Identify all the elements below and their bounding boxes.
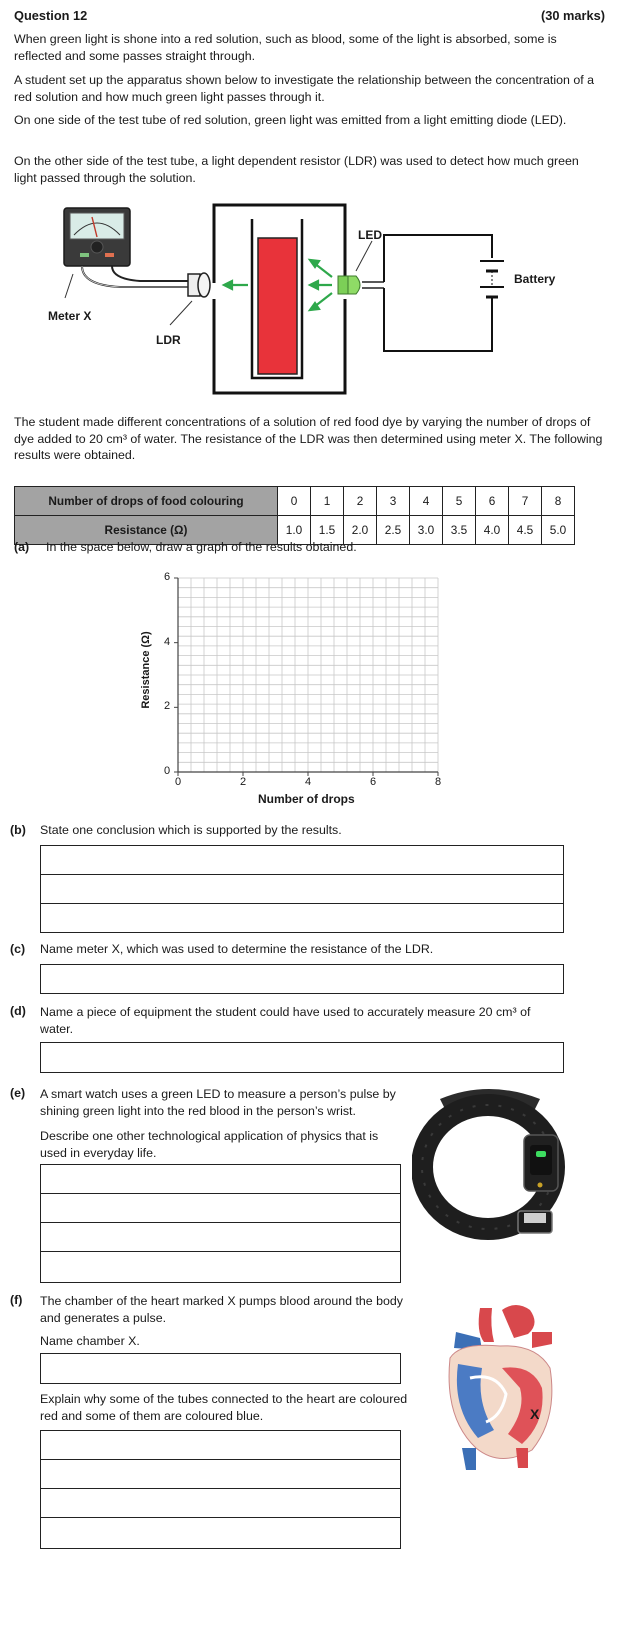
answer-box-e3[interactable] bbox=[40, 1222, 401, 1252]
part-d-text: Name a piece of equipment the student could have used to accurately measure 20 cm³ of water. bbox=[40, 1005, 531, 1036]
drops-cell: 0 bbox=[278, 487, 311, 516]
drops-cell: 5 bbox=[443, 487, 476, 516]
x-tick-label: 6 bbox=[370, 776, 377, 788]
heart-diagram-icon bbox=[436, 1298, 564, 1473]
answer-box-b1[interactable] bbox=[40, 845, 564, 875]
table-row-drops bbox=[15, 487, 575, 516]
part-e-text-2: Describe one other technological application of physics that is used in everyday life. bbox=[40, 1129, 379, 1160]
intro-paragraph-4: On the other side of the test tube, a light dependent resistor (LDR) was used to detect how much green light passed through the solution. bbox=[14, 154, 579, 185]
led-label: LED bbox=[358, 228, 382, 242]
graph-y-axis-label-wrap bbox=[132, 626, 160, 722]
resistance-cell: 1.5 bbox=[311, 516, 344, 545]
graph-x-axis-label: Number of drops bbox=[258, 792, 355, 806]
answer-box-c[interactable] bbox=[40, 964, 564, 994]
y-tick-label: 2 bbox=[164, 700, 171, 713]
resistance-cell: 5.0 bbox=[542, 516, 575, 545]
y-tick-label: 0 bbox=[164, 765, 171, 777]
question-marks: (30 marks) bbox=[540, 8, 605, 23]
answer-box-b3[interactable] bbox=[40, 903, 564, 933]
answer-box-e1[interactable] bbox=[40, 1164, 401, 1194]
heart-marker-x: X bbox=[530, 1406, 540, 1422]
resistance-cell: 3.0 bbox=[410, 516, 443, 545]
drops-cell: 7 bbox=[509, 487, 542, 516]
resistance-cell: 4.0 bbox=[476, 516, 509, 545]
resistance-cell: 4.5 bbox=[509, 516, 542, 545]
x-tick-label: 2 bbox=[240, 776, 247, 788]
resistance-header: Resistance (Ω) bbox=[15, 516, 278, 545]
smart-watch-icon bbox=[412, 1085, 566, 1245]
battery-icon bbox=[480, 261, 504, 301]
meter-label: Meter X bbox=[48, 309, 92, 323]
y-tick-label: 6 bbox=[164, 571, 171, 583]
x-tick-label: 8 bbox=[435, 776, 442, 788]
meter-x-icon bbox=[64, 208, 130, 266]
answer-box-b2[interactable] bbox=[40, 874, 564, 904]
part-a-label: (a) bbox=[14, 540, 30, 554]
method-paragraph: The student made different concentrations of a solution of red food dye by varying the number of drops of dye added to 20 cm³ of water. The resistance of the LDR was then determined using meter X. The following results were obtained. bbox=[14, 415, 603, 462]
drops-cell: 8 bbox=[542, 487, 575, 516]
part-f-text-2: Name chamber X. bbox=[40, 1334, 140, 1348]
x-tick-label: 4 bbox=[305, 776, 312, 788]
part-b-label: (b) bbox=[10, 823, 26, 837]
ldr-icon bbox=[188, 273, 210, 297]
answer-box-e2[interactable] bbox=[40, 1193, 401, 1223]
battery-label: Battery bbox=[514, 272, 556, 286]
part-e-label: (e) bbox=[10, 1086, 26, 1100]
resistance-cell: 1.0 bbox=[278, 516, 311, 545]
part-c-text: Name meter X, which was used to determine the resistance of the LDR. bbox=[40, 942, 434, 956]
part-f-text-1: The chamber of the heart marked X pumps blood around the body and generates a pulse. bbox=[40, 1294, 403, 1325]
led-icon bbox=[338, 276, 384, 294]
part-e-text-1: A smart watch uses a green LED to measure a person’s pulse by shining green light into the red blood in the person’s wrist. bbox=[40, 1087, 396, 1118]
answer-box-f5[interactable] bbox=[40, 1517, 401, 1549]
drops-header: Number of drops of food colouring bbox=[15, 487, 278, 516]
drops-cell: 1 bbox=[311, 487, 344, 516]
drops-cell: 3 bbox=[377, 487, 410, 516]
answer-box-f1[interactable] bbox=[40, 1353, 401, 1384]
part-c-label: (c) bbox=[10, 942, 26, 956]
resistance-cell: 3.5 bbox=[443, 516, 476, 545]
answer-box-f2[interactable] bbox=[40, 1430, 401, 1460]
question-title: Question 12 bbox=[14, 8, 88, 23]
ldr-label: LDR bbox=[156, 333, 181, 347]
resistance-cell: 2.0 bbox=[344, 516, 377, 545]
intro-paragraph-2: A student set up the apparatus shown below to investigate the relationship between the concentration of a red solution and how much green light passes through it. bbox=[14, 73, 594, 104]
results-table bbox=[14, 486, 575, 545]
intro-paragraph-1: When green light is shone into a red solution, such as blood, some of the light is absorbed, some is reflected and some passes straight through. bbox=[14, 32, 557, 63]
x-tick-label: 0 bbox=[175, 776, 182, 788]
part-f-text-3: Explain why some of the tubes connected to the heart are coloured red and some of them are coloured blue. bbox=[40, 1392, 408, 1423]
part-d-label: (d) bbox=[10, 1004, 26, 1018]
answer-box-d[interactable] bbox=[40, 1042, 564, 1073]
y-tick-label: 4 bbox=[164, 635, 171, 648]
part-b-text: State one conclusion which is supported by the results. bbox=[40, 823, 342, 837]
answer-box-f4[interactable] bbox=[40, 1488, 401, 1518]
drops-cell: 4 bbox=[410, 487, 443, 516]
answer-box-e4[interactable] bbox=[40, 1251, 401, 1283]
answer-box-f3[interactable] bbox=[40, 1459, 401, 1489]
resistance-cell: 2.5 bbox=[377, 516, 410, 545]
part-f-label: (f) bbox=[10, 1293, 23, 1307]
intro-paragraph-3: On one side of the test tube of red solution, green light was emitted from a light emitting diode (LED). bbox=[14, 113, 567, 127]
drops-cell: 6 bbox=[476, 487, 509, 516]
drops-cell: 2 bbox=[344, 487, 377, 516]
graph-y-axis-label: Resistance (Ω) bbox=[140, 631, 152, 709]
part-a-text: In the space below, draw a graph of the results obtained. bbox=[46, 540, 357, 554]
apparatus-diagram bbox=[0, 195, 623, 405]
